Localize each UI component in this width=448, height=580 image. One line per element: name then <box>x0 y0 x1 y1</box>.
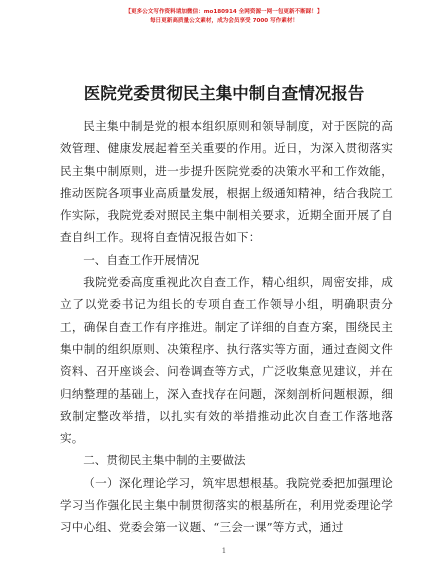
section-heading-1: 一、自查工作开展情况 <box>83 252 200 267</box>
document-body <box>60 115 393 539</box>
promo-banner-line-1[interactable]: 【更多公文写作资料请加微信：mo180914 全网资源一网一包更新不断踩！】 <box>125 9 323 15</box>
paragraph-section-1: 我院党委高度重视此次自查工作，精心组织，周密安排，成立了以党委书记为组长的专项自查工作领导小组，明确职责分工，确保自查工作有序推进。制定了详细的自查方案，围绕民主集中制的组织原则、决策程序、执行落实等方面，通过查阅文件资料、召开座谈会、问卷调查等方式，广泛收集意见建议，并在归纳整理的基础上，深入查找存在问题，深刻剖析问题根源，细致制定整改举措，以扎实有效的举措推动此次自查工作落地落实。 <box>60 275 393 446</box>
section-heading-2: 二、贯彻民主集中制的主要做法 <box>83 453 246 468</box>
paragraph-section-2-1: （一）深化理论学习，筑牢思想根基。我院党委把加强理论学习当作强化民主集中制贯彻落实的根基所在，利用党委理论学习中心组、党委会第一议题、“三会一课”等方式，通过 <box>60 475 393 535</box>
promo-banner <box>0 8 448 26</box>
promo-banner-line-2[interactable]: 每日更新高质量公文素材，成为会员享受 7000 写作素材！ <box>149 18 299 24</box>
document-title: 医院党委贯彻民主集中制自查情况报告 <box>83 84 365 103</box>
page-number: 1 <box>221 547 227 555</box>
paragraph-intro: 民主集中制是党的根本组织原则和领导制度，对于医院的高效管理、健康发展起着至关重要的作用。近日，为深入贯彻落实民主集中制原则，进一步提升医院党委的决策水平和工作效能，推动医院各项事业高质量发展，根据上级通知精神，结合我院工作实际，我院党委对照民主集中制相关要求，近期全面开展了自查自纠工作。现将自查情况报告如下： <box>60 119 393 245</box>
